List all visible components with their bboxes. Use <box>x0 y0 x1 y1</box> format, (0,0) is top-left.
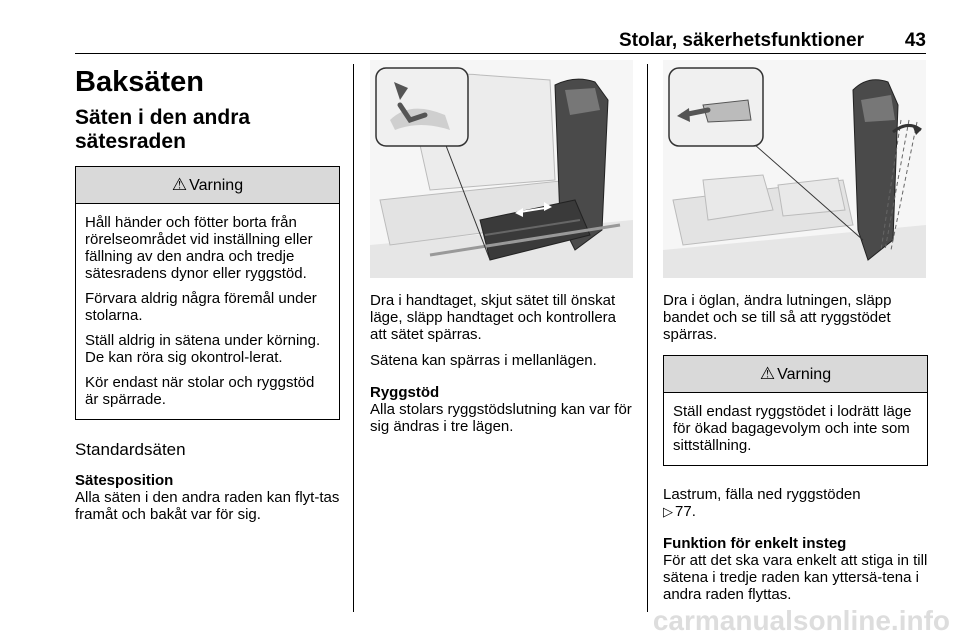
warning-box <box>75 166 340 420</box>
warning-triangle-icon: ⚠ <box>759 364 776 383</box>
page-reference-arrow-icon: ▷ <box>663 504 673 519</box>
seatback-recline-illustration <box>663 60 926 278</box>
header-rule <box>75 53 926 54</box>
column-divider-2 <box>647 64 648 612</box>
subsection-title: Ryggstöd <box>370 384 440 401</box>
warning-header: ⚠ Varning <box>664 356 927 393</box>
seat-slide-illustration <box>370 60 633 278</box>
body-text: Lastrum, fälla ned ryggstöden ▷ 77. <box>663 486 861 520</box>
warning-box <box>663 355 928 466</box>
subsection-title: Sätesposition <box>75 472 174 489</box>
body-text: För att det ska vara enkelt att stiga in till sätena i tredje raden kan yttersä-tena i andra raden flyttas. <box>663 552 928 603</box>
warning-paragraph: Kör endast när stolar och ryggstöd är spärrade. <box>85 374 315 408</box>
page-reference-link[interactable]: 77 <box>675 503 692 520</box>
warning-paragraph: Håll händer och fötter borta från rörelseområdet vid inställning eller fällning av den andra och tredje sätesradens dynor eller ryggstöd. <box>85 214 313 282</box>
warning-triangle-icon: ⚠ <box>171 175 188 194</box>
warning-paragraph: Förvara aldrig några föremål under stolarna. <box>85 290 317 324</box>
subsection-title: Funktion för enkelt insteg <box>663 535 847 552</box>
page-number: 43 <box>904 30 926 51</box>
subheading: Säten i den andra sätesraden <box>75 106 251 153</box>
warning-paragraph: Ställ endast ryggstödet i lodrätt läge för ökad bagagevolym och inte som sittställning. <box>673 403 912 454</box>
header-title: Stolar, säkerhetsfunktioner <box>619 30 864 51</box>
seat-slide-svg <box>370 60 633 278</box>
column-3 <box>663 60 928 612</box>
warning-paragraph: Ställ aldrig in sätena under körning. De kan röra sig okontrol-lerat. <box>85 332 321 366</box>
section-title: Standardsäten <box>75 440 186 459</box>
body-text: Alla säten i den andra raden kan flyt-tas framåt och bakåt var för sig. <box>75 489 340 523</box>
section-heading: Baksäten <box>75 66 204 98</box>
warning-header: ⚠ Varning <box>76 167 339 204</box>
body-text: Sätena kan spärras i mellanlägen. <box>370 352 597 369</box>
column-divider-1 <box>353 64 354 612</box>
column-1 <box>75 60 340 532</box>
column-2 <box>370 60 635 444</box>
body-text: Dra i handtaget, skjut sätet till önskat läge, släpp handtaget och kontrollera att sätet spärras. <box>370 292 617 343</box>
watermark: carmanualsonline.info <box>652 605 950 636</box>
body-text: Alla stolars ryggstödslutning kan var för sig ändras i tre lägen. <box>370 401 632 435</box>
seatback-recline-svg <box>663 60 926 278</box>
warning-body <box>76 204 339 419</box>
page-header <box>75 30 926 54</box>
warning-body <box>664 393 927 465</box>
body-text: Dra i öglan, ändra lutningen, släpp bandet och se till så att ryggstödet spärras. <box>663 292 892 343</box>
